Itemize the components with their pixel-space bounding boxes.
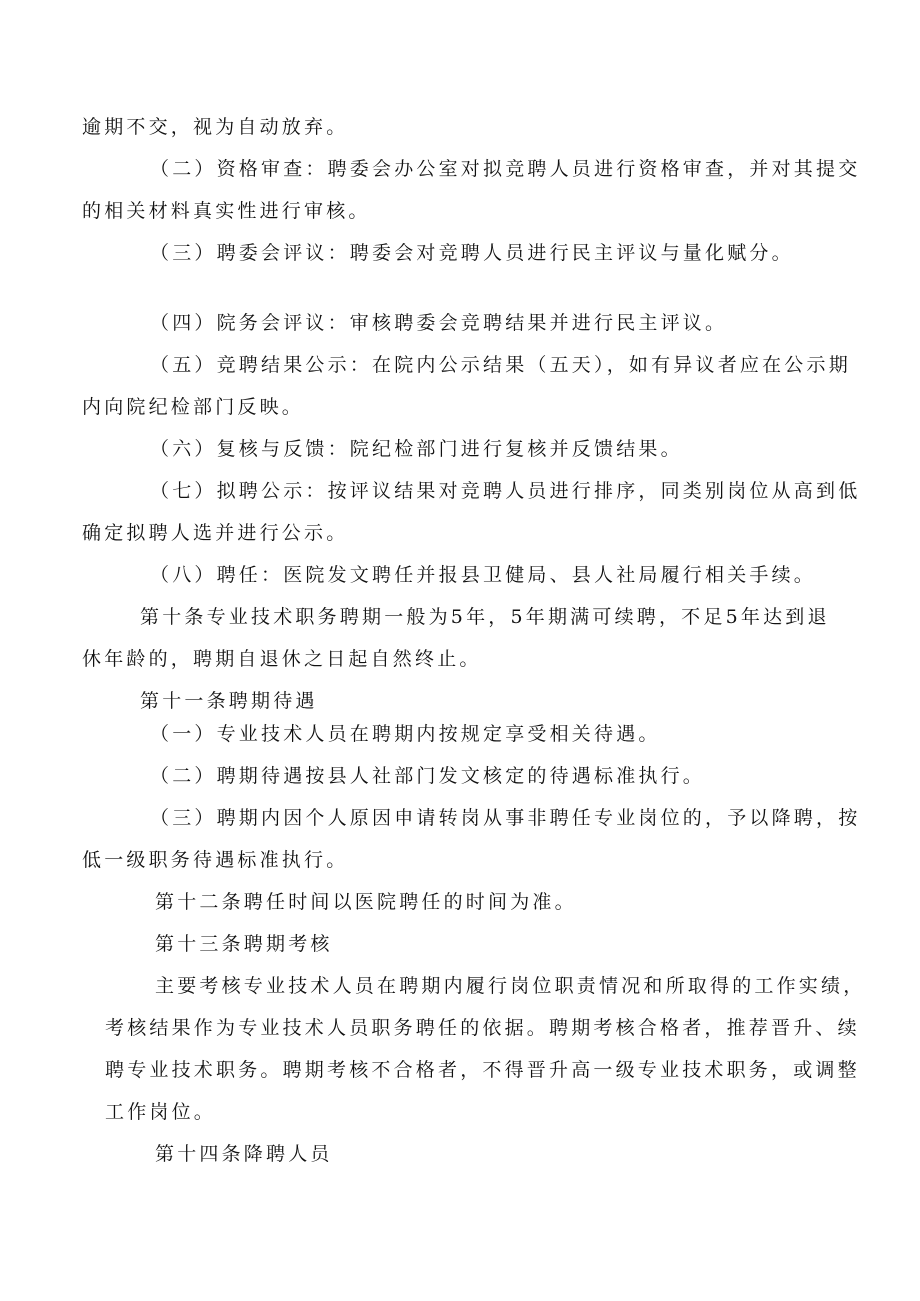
text-line: （五）竞聘结果公示：在院内公示结果（五天），如有异议者应在公示期 <box>150 354 851 376</box>
text-line: （七）拟聘公示：按评议结果对竞聘人员进行排序，同类别岗位从高到低 <box>150 480 861 502</box>
text-line: 工作岗位。 <box>105 1101 217 1123</box>
text-line: 低一级职务待遇标准执行。 <box>82 849 349 871</box>
text-line: （四）院务会评议：审核聘委会竞聘结果并进行民主评议。 <box>150 312 728 334</box>
text-line: （一）专业技术人员在聘期内按规定享受相关待遇。 <box>150 723 661 745</box>
text-line: 聘专业技术职务。聘期考核不合格者，不得晋升高一级专业技术职务，或调整 <box>105 1059 860 1081</box>
text-line: （二）聘期待遇按县人社部门发文核定的待遇标准执行。 <box>150 765 706 787</box>
section-heading: 第十四条降聘人员 <box>155 1143 333 1165</box>
text-line: （六）复核与反馈：院纪检部门进行复核并反馈结果。 <box>150 438 683 460</box>
text-line: （二）资格审查：聘委会办公室对拟竞聘人员进行资格审查，并对其提交 <box>150 158 861 180</box>
text-line: 的相关材料真实性进行审核。 <box>82 200 371 222</box>
section-heading: 第十一条聘期待遇 <box>140 690 318 712</box>
text-line: 考核结果作为专业技术人员职务聘任的依据。聘期考核合格者，推荐晋升、续 <box>105 1017 860 1039</box>
text-line: 主要考核专业技术人员在聘期内履行岗位职责情况和所取得的工作实绩， <box>155 975 866 997</box>
text-line: 逾期不交，视为自动放弃。 <box>82 116 349 138</box>
section-heading: 第十三条聘期考核 <box>155 933 333 955</box>
text-line: （八）聘任：医院发文聘任并报县卫健局、县人社局履行相关手续。 <box>150 564 817 586</box>
text-line: 确定拟聘人选并进行公示。 <box>82 522 349 544</box>
text-line: （三）聘委会评议：聘委会对竞聘人员进行民主评议与量化赋分。 <box>150 242 794 264</box>
text-line: （三）聘期内因个人原因申请转岗从事非聘任专业岗位的，予以降聘，按 <box>150 807 861 829</box>
text-line: 内向院纪检部门反映。 <box>82 396 305 418</box>
text-line: 第十条专业技术职务聘期一般为5年，5年期满可续聘，不足5年达到退 <box>140 606 830 628</box>
text-line: 第十二条聘任时间以医院聘任的时间为准。 <box>155 891 577 913</box>
text-line: 休年龄的，聘期自退休之日起自然终止。 <box>82 648 482 670</box>
